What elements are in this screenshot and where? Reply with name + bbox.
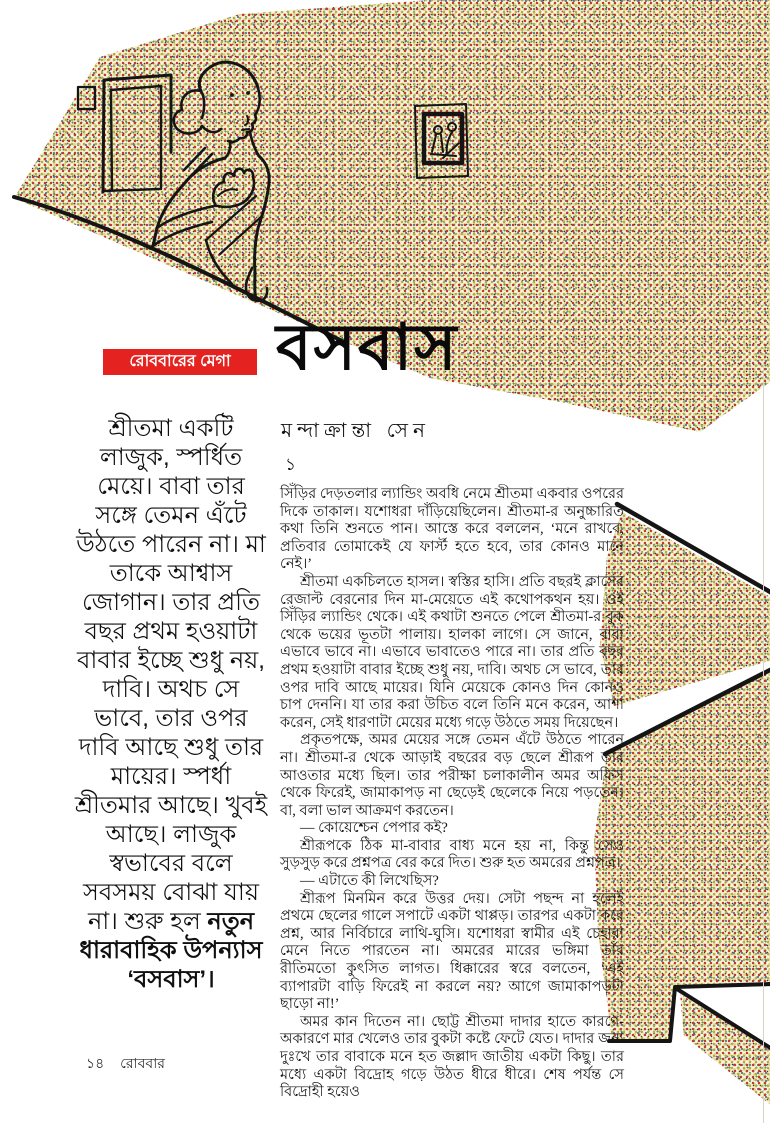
body-paragraph: শ্রীরূপকে ঠিক মা-বাবার বাধ্য মনে হয় না, কিন্তু সেও সুড়সুড় করে প্রশ্নপত্র বের করে দিত। শুরু হত অমরের প্রশ্নপত্র। [280, 837, 624, 872]
section-number: ১ [285, 455, 297, 474]
body-paragraph-dialogue: — এটাতে কী লিখেছিস? [300, 873, 439, 890]
page-footer [86, 1052, 165, 1076]
body-paragraph: অমর কান দিতেন না। ছোট্ট শ্রীতমা দাদার হাতে কারণে-অকারণে মার খেলেও তার বুকটা কষ্টে ফেটে যেত। দাদার জন্য দুঃখে তার বাবাকে মনে হত জল্লাদ জাতীয় একটা কিছু। তার মধ্যে একটা বিদ্রোহ গড়ে উঠত ধীরে ধীরে। শেষ পর্যন্ত সে বিদ্রোহী হয়েও [280, 1013, 624, 1101]
kicker-badge [103, 349, 257, 375]
body-paragraph: শ্রীতমা একচিলতে হাসল। স্বস্তির হাসি। প্রতি বছরই ক্লাসের রেজাল্ট বেরনোর দিন মা-মেয়েতে এই কথোপকথন হয়। ওই সিঁড়ির ল্যান্ডিং থেকে। এই কথাটা শুনতে পেলে শ্রীতমা-র বুক থেকে ভয়ের ভূতটা পালায়। হালকা লাগে। সে জানে, বাবা এভাবে ভাবে না। এভাবে ভাবাতেও পারে না। তার প্রতি বছর প্রথম হওয়াটা বাবার ইচ্ছে শুধু নয়, দাবি। অথচ সে ভাবে, তার ওপর দাবি আছে মায়ের। যিনি মেয়েকে কোনও দিন কোনও চাপ দেননি। যা তার করা উচিত বলে তিনি মনে করেন, আশা করেন, সেই ধারণাটা মেয়ের মধ্যে গড়ে উঠতে সময় দিয়েছেন। [280, 573, 624, 731]
page-edge-line [763, 362, 764, 1123]
body-paragraph-dialogue: — কোয়েশ্চেন পেপার কই? [300, 820, 448, 837]
body-column [280, 486, 624, 1102]
standfirst-intro: শ্রীতমা একটি লাজুক, স্পর্ধিত মেয়ে। বাবা তার সঙ্গে তেমন এঁটে উঠতে পারেন না। মা তাকে আশ্বাস জোগান। তার প্রতি বছর প্রথম হওয়াটা বাবার ইচ্ছে শুধু নয়, দাবি। অথচ সে ভাবে, তার ওপর দাবি আছে শুধু তার মায়ের। স্পর্ধা শ্রীতমার আছে। খুবই আছে। লাজুক স্বভাবের বলে সবসময় বোঝা যায় না। শুরু হল [74, 415, 268, 935]
author-name: মন্দাক্রান্তা সেন [281, 420, 430, 442]
body-paragraph: প্রকৃতপক্ষে, অমর মেয়ের সঙ্গে তেমন এঁটে উঠতে পারেন না। শ্রীতমা-র থেকে আড়াই বছরের বড় ছেলে শ্রীরূপ তাঁর আওতার মধ্যে ছিল। তার পরীক্ষা চলাকালীন অমর অফিস থেকে ফিরেই, জামাকাপড় না ছেড়েই ছেলেকে নিয়ে পড়তেন। বা, বলা ভাল আক্রমণ করতেন। [280, 732, 624, 819]
footer-page-number: ১৪ [86, 1055, 105, 1071]
body-paragraph: শ্রীরূপ মিনমিন করে উত্তর দেয়। সেটা পছন্দ না হলেই প্রথমে ছেলের গালে সপাটে একটা থাপ্পড়। তারপর একটা করে প্রশ্ন, আর নির্বিচারে লাথি-ঘুসি। যশোধরা স্বামীর এই চেহারা মেনে নিতে পারতেন না। অমরের মারের ভঙ্গিমা তাঁর রীতিমতো কুৎসিত লাগত। ধিক্কারের স্বরে বলতেন, ‘এই ব্যাপারটা বাড়ি ফিরেই না করলে নয়? আগে জামাকাপড়টা ছাড়ো না!’ [280, 890, 624, 1013]
footer-magazine-name: রোববার [120, 1055, 165, 1071]
kicker-label: রোববারের মেগা [129, 353, 231, 370]
standfirst-announcement: নতুন ধারাবাহিক উপন্যাস ‘বসবাস’। [79, 908, 263, 993]
body-paragraph: সিঁড়ির দেড়তলার ল্যান্ডিং অবধি নেমে শ্রীতমা একবার ওপরের দিকে তাকাল। যশোধরা দাঁড়িয়েছিলেন। শ্রীতমা-র অনুচ্চারিত কথা তিনি শুনতে পান। আস্তে করে বললেন, ‘মনে রাখবে, প্রতিবার তোমাকেই যে ফার্স্ট হতে হবে, তার কোনও মানে নেই।’ [280, 486, 624, 573]
page-title: বসবাস [276, 311, 459, 383]
standfirst-column [74, 414, 268, 994]
